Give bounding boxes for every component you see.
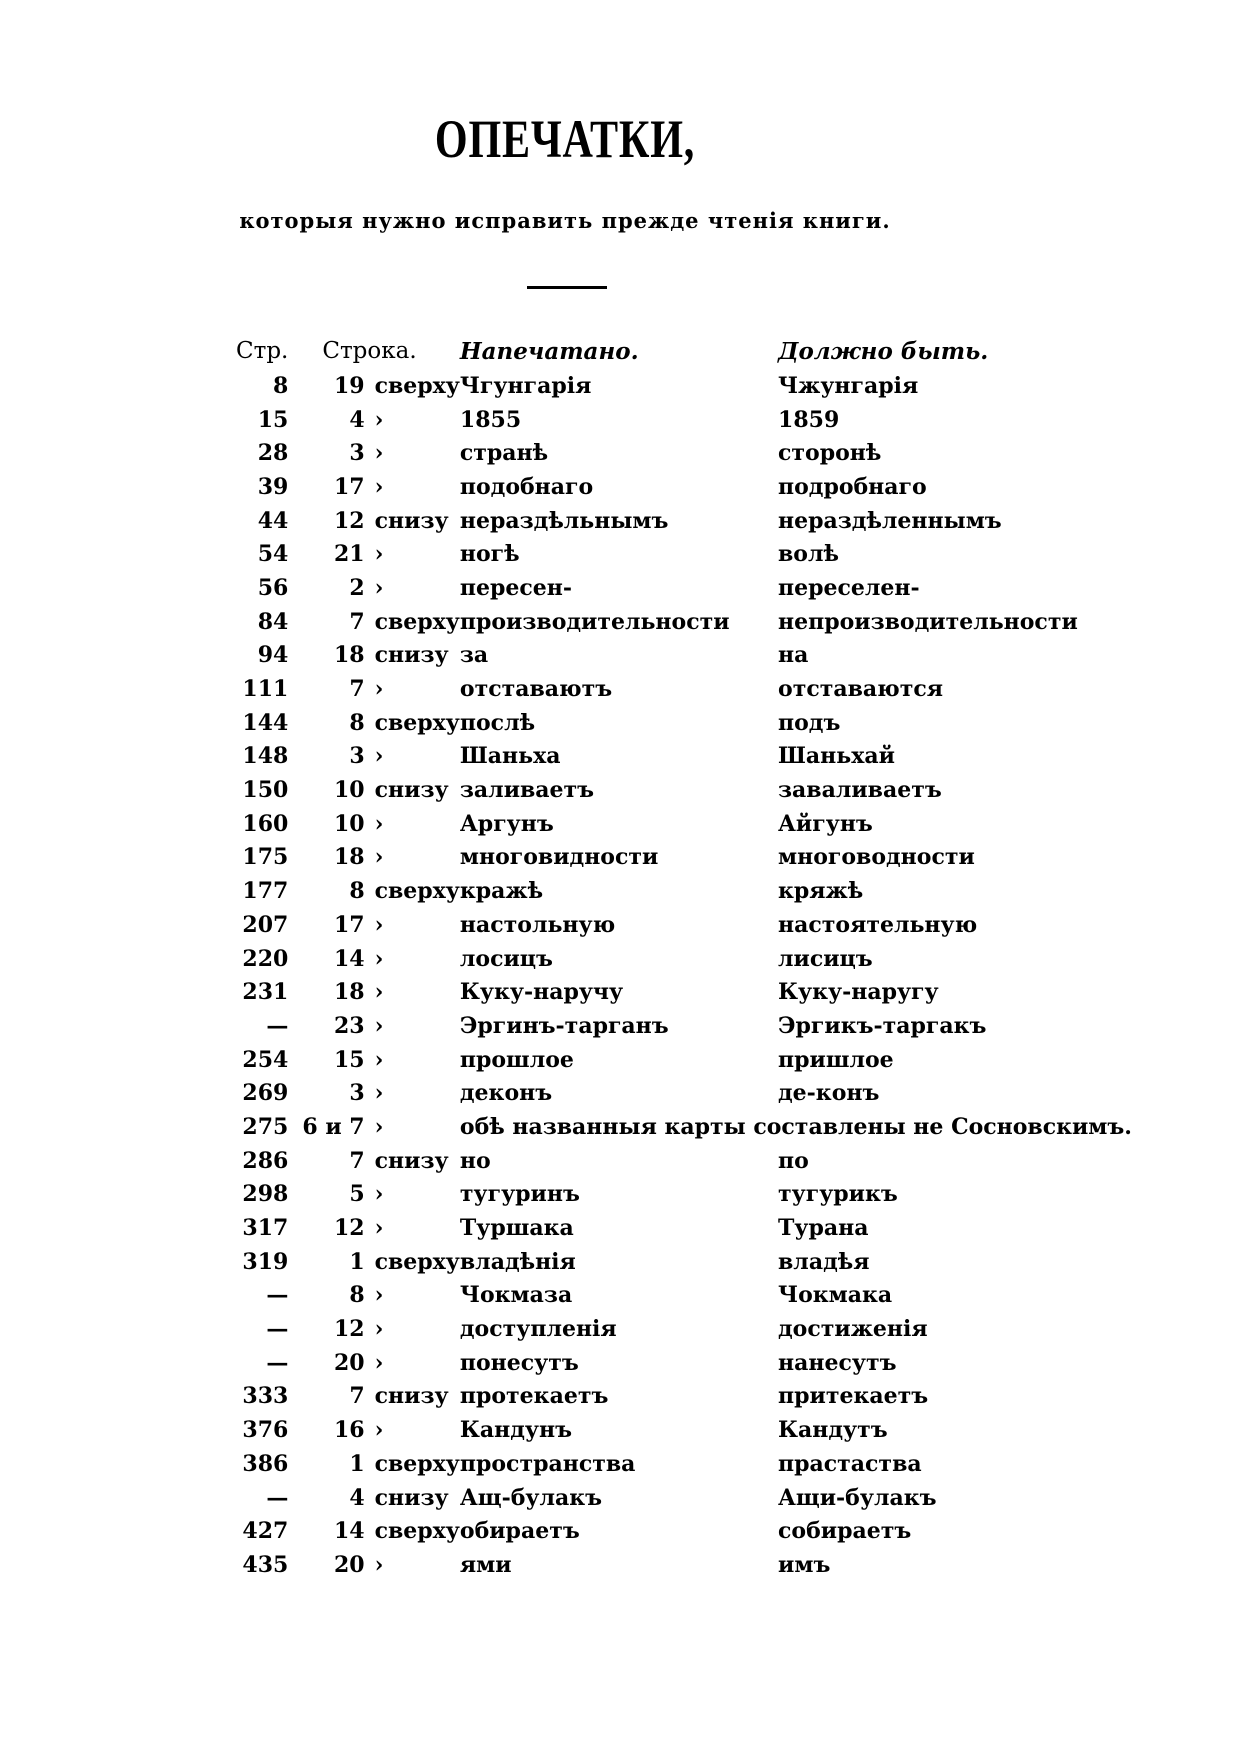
cell-position: › <box>374 945 384 972</box>
cell-printed: отставаютъ <box>459 676 613 703</box>
cell-line: 6 и 7 <box>302 1113 365 1140</box>
cell-page: 150 <box>242 777 289 804</box>
cell-page: 269 <box>242 1080 289 1107</box>
cell-should-be: нанесутъ <box>778 1349 897 1376</box>
table-row <box>236 436 1132 470</box>
cell-line: 21 <box>334 541 365 568</box>
cell-position: › <box>374 676 384 703</box>
table-row <box>236 1211 1132 1245</box>
cell-printed: нераздѣльнымъ <box>459 507 669 534</box>
cell-printed: пересен- <box>459 574 572 601</box>
cell-printed: 1855 <box>459 406 522 433</box>
cell-line: 12 <box>334 507 365 534</box>
cell-should-be: переселен- <box>778 574 920 601</box>
cell-position: › <box>374 1349 384 1376</box>
cell-should-be: Кандутъ <box>778 1417 888 1444</box>
cell-should-be: по <box>778 1147 809 1174</box>
table-row <box>236 1144 1132 1178</box>
header-page: Стр. <box>236 338 289 364</box>
cell-should-be: непроизводительности <box>778 608 1078 635</box>
cell-printed: обѣ названныя карты составлены не Сосновскимъ. <box>459 1113 1132 1140</box>
cell-page: 254 <box>242 1046 289 1073</box>
cell-should-be: собираетъ <box>778 1518 912 1545</box>
cell-page: 231 <box>242 979 289 1006</box>
cell-line: 8 <box>349 709 365 736</box>
cell-should-be: подробнаго <box>778 473 927 500</box>
cell-printed: лосицъ <box>459 945 553 972</box>
cell-page: 8 <box>273 372 289 399</box>
cell-printed: заливаетъ <box>459 777 595 804</box>
cell-position: сверху <box>374 608 460 635</box>
cell-page: 56 <box>257 574 289 601</box>
cell-printed: ями <box>459 1551 512 1578</box>
cell-position: снизу <box>374 642 449 669</box>
cell-should-be: Чокмака <box>778 1282 893 1309</box>
cell-page: 207 <box>242 911 289 938</box>
cell-line: 10 <box>334 777 365 804</box>
cell-line: 17 <box>334 473 365 500</box>
cell-page: 175 <box>242 844 289 871</box>
cell-page: 94 <box>257 642 289 669</box>
cell-line: 12 <box>334 1316 365 1343</box>
table-row <box>236 1380 1132 1414</box>
divider <box>527 286 607 289</box>
table-row <box>236 639 1132 673</box>
table-row <box>236 1413 1132 1447</box>
cell-printed: Туршака <box>459 1215 574 1242</box>
table-row <box>236 1514 1132 1548</box>
cell-should-be: достиженія <box>778 1316 928 1343</box>
cell-page: 54 <box>257 541 289 568</box>
cell-position: › <box>374 541 384 568</box>
cell-page: 148 <box>242 743 289 770</box>
table-row <box>236 908 1132 942</box>
cell-position: › <box>374 1417 384 1444</box>
cell-position: сверху <box>374 878 460 905</box>
cell-position: › <box>374 1046 384 1073</box>
cell-page: 435 <box>242 1551 289 1578</box>
page-title: ОПЕЧАТКИ, <box>434 109 696 169</box>
cell-position: › <box>374 1080 384 1107</box>
cell-printed: Аргунъ <box>459 810 554 837</box>
cell-line: 3 <box>349 1080 365 1107</box>
cell-position: › <box>374 911 384 938</box>
cell-should-be: Ащи-булакъ <box>778 1484 937 1511</box>
cell-page: 39 <box>257 473 289 500</box>
cell-page: 386 <box>242 1450 289 1477</box>
cell-printed: ногѣ <box>459 541 520 568</box>
cell-printed: пространства <box>459 1450 636 1477</box>
cell-line: 5 <box>349 1181 365 1208</box>
cell-position: снизу <box>374 1147 449 1174</box>
cell-page: 44 <box>257 507 289 534</box>
cell-printed: обираетъ <box>459 1518 580 1545</box>
cell-line: 7 <box>349 676 365 703</box>
cell-should-be: тугурикъ <box>778 1181 898 1208</box>
cell-should-be: Шаньхай <box>778 743 895 770</box>
cell-page: 177 <box>242 878 289 905</box>
cell-page: 333 <box>242 1383 289 1410</box>
cell-line: 14 <box>334 945 365 972</box>
cell-should-be: Чжунгарія <box>778 372 919 399</box>
cell-page: 111 <box>242 676 289 703</box>
cell-line: 7 <box>349 1383 365 1410</box>
cell-position: сверху <box>374 709 460 736</box>
table-row <box>236 504 1132 538</box>
cell-line: 20 <box>334 1551 365 1578</box>
cell-line: 18 <box>334 979 365 1006</box>
cell-page: 220 <box>242 945 289 972</box>
cell-printed: но <box>459 1147 491 1174</box>
table-row <box>236 571 1132 605</box>
cell-should-be: сторонѣ <box>778 440 882 467</box>
cell-line: 16 <box>334 1417 365 1444</box>
cell-should-be: многоводности <box>778 844 975 871</box>
cell-printed: Чгунгарія <box>459 372 592 399</box>
cell-page: 376 <box>242 1417 289 1444</box>
cell-position: снизу <box>374 777 449 804</box>
header-printed: Напечатано. <box>459 337 639 365</box>
cell-printed: владѣнія <box>459 1248 576 1275</box>
cell-line: 18 <box>334 642 365 669</box>
cell-printed: послѣ <box>459 709 536 736</box>
table-row <box>236 1346 1132 1380</box>
cell-position: сверху <box>374 1248 460 1275</box>
cell-position: › <box>374 1282 384 1309</box>
cell-should-be: подъ <box>778 709 841 736</box>
cell-position: › <box>374 1181 384 1208</box>
cell-position: › <box>374 574 384 601</box>
cell-printed: тугуринъ <box>459 1181 580 1208</box>
table-row <box>236 874 1132 908</box>
cell-printed: Чокмаза <box>459 1282 573 1309</box>
table-row <box>236 975 1132 1009</box>
cell-position: › <box>374 810 384 837</box>
table-row <box>236 1043 1132 1077</box>
cell-position: › <box>374 1316 384 1343</box>
table-row <box>236 740 1132 774</box>
table-row <box>236 470 1132 504</box>
cell-line: 12 <box>334 1215 365 1242</box>
cell-printed: настольную <box>459 911 616 938</box>
cell-printed: кражѣ <box>459 878 544 905</box>
cell-should-be: Эргикъ-таргакъ <box>778 1012 987 1039</box>
table-row <box>236 1279 1132 1313</box>
table-row <box>236 537 1132 571</box>
errata-body <box>236 369 1132 1582</box>
cell-printed: производительности <box>459 608 730 635</box>
cell-printed: за <box>459 642 489 669</box>
cell-should-be: 1859 <box>778 406 840 433</box>
cell-should-be: Куку-наругу <box>778 979 939 1006</box>
cell-page: — <box>266 1316 289 1343</box>
cell-should-be: Турана <box>778 1215 869 1242</box>
cell-position: › <box>374 743 384 770</box>
cell-position: › <box>374 440 384 467</box>
cell-line: 20 <box>334 1349 365 1376</box>
cell-position: › <box>374 406 384 433</box>
cell-should-be: владѣя <box>778 1248 870 1275</box>
cell-printed: многовидности <box>459 844 659 871</box>
cell-position: › <box>374 1113 384 1140</box>
cell-line: 8 <box>349 878 365 905</box>
cell-page: 317 <box>242 1215 289 1242</box>
cell-should-be: прастаства <box>778 1450 922 1477</box>
cell-position: снизу <box>374 1383 449 1410</box>
cell-printed: странѣ <box>459 440 549 467</box>
cell-page: — <box>266 1484 289 1511</box>
cell-line: 23 <box>334 1012 365 1039</box>
table-row <box>236 605 1132 639</box>
cell-position: › <box>374 1215 384 1242</box>
cell-position: сверху <box>374 372 460 399</box>
cell-line: 2 <box>349 574 365 601</box>
cell-printed: деконъ <box>459 1080 553 1107</box>
cell-line: 10 <box>334 810 365 837</box>
cell-page: 28 <box>257 440 289 467</box>
cell-page: 427 <box>242 1518 289 1545</box>
table-header-row <box>236 333 1132 369</box>
cell-line: 15 <box>334 1046 365 1073</box>
cell-position: › <box>374 979 384 1006</box>
cell-should-be: на <box>778 642 809 669</box>
cell-should-be: лисицъ <box>778 945 873 972</box>
cell-line: 1 <box>349 1248 365 1275</box>
cell-position: снизу <box>374 507 449 534</box>
cell-page: 15 <box>257 406 289 433</box>
table-row <box>236 1481 1132 1515</box>
cell-should-be: Айгунъ <box>778 810 873 837</box>
cell-page: — <box>266 1349 289 1376</box>
cell-page: — <box>266 1282 289 1309</box>
cell-page: 160 <box>242 810 289 837</box>
table-row <box>236 942 1132 976</box>
header-should-be: Должно быть. <box>778 337 989 365</box>
table-row <box>236 773 1132 807</box>
page-subtitle: которыя нужно исправить прежде чтенія книги. <box>239 208 891 233</box>
table-row <box>236 1076 1132 1110</box>
cell-should-be: отставаются <box>778 676 943 703</box>
errata-table <box>236 333 1132 1582</box>
cell-page: — <box>266 1012 289 1039</box>
cell-should-be: настоятельную <box>778 911 978 938</box>
cell-printed: Ащ-булакъ <box>459 1484 603 1511</box>
cell-line: 3 <box>349 440 365 467</box>
cell-page: 275 <box>242 1113 289 1140</box>
cell-should-be: кряжѣ <box>778 878 864 905</box>
cell-position: снизу <box>374 1484 449 1511</box>
table-row <box>236 1447 1132 1481</box>
table-row <box>236 807 1132 841</box>
cell-printed: прошлое <box>459 1046 574 1073</box>
table-row <box>236 1178 1132 1212</box>
cell-printed: подобнаго <box>459 473 594 500</box>
header-line: Строка. <box>322 338 417 364</box>
cell-line: 3 <box>349 743 365 770</box>
table-row <box>236 1548 1132 1582</box>
cell-line: 18 <box>334 844 365 871</box>
table-row <box>236 841 1132 875</box>
cell-printed: понесутъ <box>459 1349 579 1376</box>
cell-page: 319 <box>242 1248 289 1275</box>
cell-line: 7 <box>349 608 365 635</box>
cell-printed: доступленія <box>459 1316 617 1343</box>
cell-line: 4 <box>349 1484 365 1511</box>
cell-should-be: заваливаетъ <box>778 777 942 804</box>
cell-line: 19 <box>334 372 365 399</box>
table-row <box>236 1245 1132 1279</box>
cell-position: сверху <box>374 1450 460 1477</box>
cell-should-be: имъ <box>778 1551 831 1578</box>
cell-line: 1 <box>349 1450 365 1477</box>
cell-line: 7 <box>349 1147 365 1174</box>
cell-page: 84 <box>257 608 289 635</box>
cell-printed: Эргинъ-тарганъ <box>459 1012 669 1039</box>
cell-position: › <box>374 473 384 500</box>
cell-should-be: притекаетъ <box>778 1383 929 1410</box>
cell-position: › <box>374 844 384 871</box>
cell-printed: Кандунъ <box>459 1417 572 1444</box>
cell-position: › <box>374 1551 384 1578</box>
cell-page: 286 <box>242 1147 289 1174</box>
cell-should-be: волѣ <box>778 541 839 568</box>
cell-should-be: нераздѣленнымъ <box>778 507 1002 534</box>
cell-line: 8 <box>349 1282 365 1309</box>
cell-line: 17 <box>334 911 365 938</box>
cell-printed: Шаньха <box>459 743 561 770</box>
table-row <box>236 1110 1132 1144</box>
cell-page: 298 <box>242 1181 289 1208</box>
table-row <box>236 706 1132 740</box>
table-row <box>236 1009 1132 1043</box>
cell-line: 14 <box>334 1518 365 1545</box>
cell-should-be: пришлое <box>778 1046 894 1073</box>
table-row <box>236 672 1132 706</box>
table-row <box>236 1312 1132 1346</box>
cell-position: › <box>374 1012 384 1039</box>
table-row <box>236 403 1132 437</box>
cell-should-be: де-конъ <box>778 1080 880 1107</box>
cell-printed: Куку-наручу <box>459 979 624 1006</box>
cell-page: 144 <box>242 709 289 736</box>
cell-position: сверху <box>374 1518 460 1545</box>
cell-line: 4 <box>349 406 365 433</box>
table-row <box>236 369 1132 403</box>
cell-printed: протекаетъ <box>459 1383 609 1410</box>
